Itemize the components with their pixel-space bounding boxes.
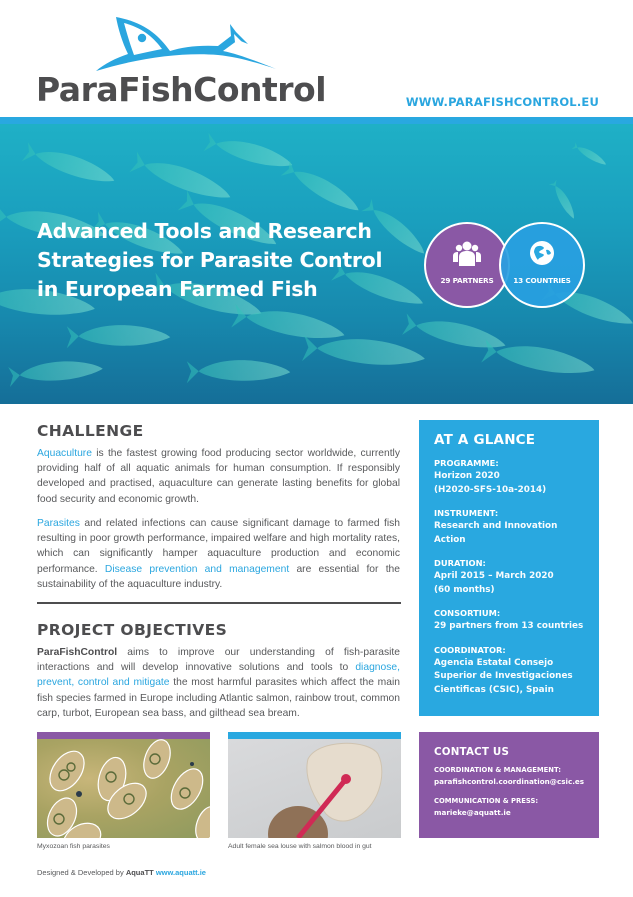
photo-caption: Adult female sea louse with salmon blood in gut — [228, 843, 372, 850]
glance-value: Horizon 2020 — [434, 471, 500, 481]
footer-brand: AquaTT — [125, 868, 154, 877]
footer-prefix: Designed & Developed by — [37, 868, 126, 877]
objectives-paragraph — [37, 645, 400, 721]
myxozoan-image — [37, 739, 210, 838]
glance-value: 29 partners from 13 countries — [434, 621, 584, 631]
hero-title-line: Strategies for Parasite Control — [37, 248, 383, 272]
glance-key: COORDINATOR: — [434, 644, 506, 655]
photo-color-bar — [37, 732, 210, 739]
countries-stat-badge — [499, 222, 585, 308]
header-stripe — [0, 117, 633, 124]
footer-credit — [37, 868, 206, 877]
photo-myxozoan-parasites — [37, 732, 210, 838]
glance-item-consortium — [434, 607, 585, 634]
challenge-heading: CHALLENGE — [37, 422, 144, 440]
at-a-glance-panel — [419, 420, 599, 716]
objectives-text: the most harmful parasites which affect the main fish species farmed in Europe including Atlantic salmon, rainbow trout, common carp, turbot, European sea bass, and gilthead sea bream. — [37, 677, 400, 719]
aquaculture-highlight: Aquaculture — [37, 448, 92, 459]
challenge-paragraph-1 — [37, 446, 400, 507]
people-icon — [452, 238, 482, 268]
globe-icon — [527, 238, 557, 268]
project-name: ParaFishControl — [37, 647, 118, 658]
countries-stat-label: 13 COUNTRIES — [513, 276, 571, 285]
glance-item-instrument — [434, 507, 585, 547]
hero-title-line: Advanced Tools and Research — [37, 219, 372, 243]
glance-value: Agencia Estatal Consejo — [434, 657, 554, 668]
glance-value: Research and Innovation — [434, 521, 558, 531]
contact-panel — [419, 732, 599, 838]
objectives-highlight: diagnose, prevent, control and mitigate — [37, 662, 400, 689]
contact-key-coordination: COORDINATION & MANAGEMENT: — [434, 766, 561, 774]
glance-value: Action — [434, 534, 466, 545]
objectives-text: aims to improve our understanding of fish-parasite interactions and will develop innovative solutions and tools to — [37, 647, 400, 674]
at-a-glance-heading: AT A GLANCE — [434, 432, 536, 448]
challenge-text: and related infections can cause significant damage to farmed fish resulting in poor growth performance, impaired welfare and high mortality rates, which can significantly hamper aquaculture production and economic performance. — [37, 518, 400, 575]
hero-banner — [0, 124, 633, 404]
challenge-text: are essential for the sustainability of the aquaculture industry. — [37, 563, 401, 590]
glance-item-coordinator — [434, 644, 585, 698]
glance-key: PROGRAMME: — [434, 458, 499, 468]
partners-stat-badge — [424, 222, 510, 308]
glance-value: Superior de Investigaciones — [434, 671, 573, 681]
partners-stat-label: 29 PARTNERS — [440, 276, 494, 285]
contact-heading: CONTACT US — [434, 746, 510, 758]
challenge-text: is the fastest growing food producing sector worldwide, currently providing half of all aquatic animals for human consumption. If responsibly developed and practised, aquaculture can generate lasting benefits for global food security and economic growth. — [37, 448, 400, 505]
glance-value: (60 months) — [434, 584, 495, 595]
contact-key-press: COMMUNICATION & PRESS: — [434, 797, 539, 805]
coordination-email-link[interactable]: parafishcontrol.coordination@csic.es — [434, 777, 585, 786]
disease-prevention-highlight: Disease prevention and management — [104, 563, 290, 575]
photo-color-bar — [228, 732, 401, 739]
glance-value: (H2020-SFS-10a-2014) — [434, 484, 547, 495]
parasites-highlight: Parasites — [37, 518, 80, 529]
fish-logo-icon — [88, 14, 278, 74]
section-divider — [37, 602, 401, 604]
objectives-heading: PROJECT OBJECTIVES — [37, 621, 228, 639]
challenge-paragraph-2 — [37, 516, 400, 592]
glance-key: CONSORTIUM: — [434, 608, 501, 618]
footer-link[interactable]: www.aquatt.ie — [155, 868, 206, 877]
sea-louse-illustration — [228, 739, 401, 838]
glance-key: DURATION: — [434, 558, 486, 568]
logo — [36, 14, 326, 110]
sea-louse-image — [228, 739, 401, 838]
photo-caption: Myxozoan fish parasites — [37, 843, 110, 850]
website-link[interactable]: WWW.PARAFISHCONTROL.EU — [405, 95, 599, 109]
glance-key: INSTRUMENT: — [434, 508, 499, 518]
photo-sea-louse — [228, 732, 401, 838]
glance-value: April 2015 – March 2020 — [434, 571, 554, 581]
hero-title-line: in European Farmed Fish — [37, 277, 318, 301]
press-email-link[interactable]: marieke@aquatt.ie — [434, 808, 511, 817]
glance-item-programme — [434, 457, 585, 497]
logo-text: ParaFishControl — [36, 70, 327, 109]
hero-title — [37, 217, 417, 304]
glance-item-duration — [434, 557, 585, 597]
glance-value: Cientificas (CSIC), Spain — [434, 684, 554, 695]
myxozoan-illustration — [37, 739, 210, 838]
